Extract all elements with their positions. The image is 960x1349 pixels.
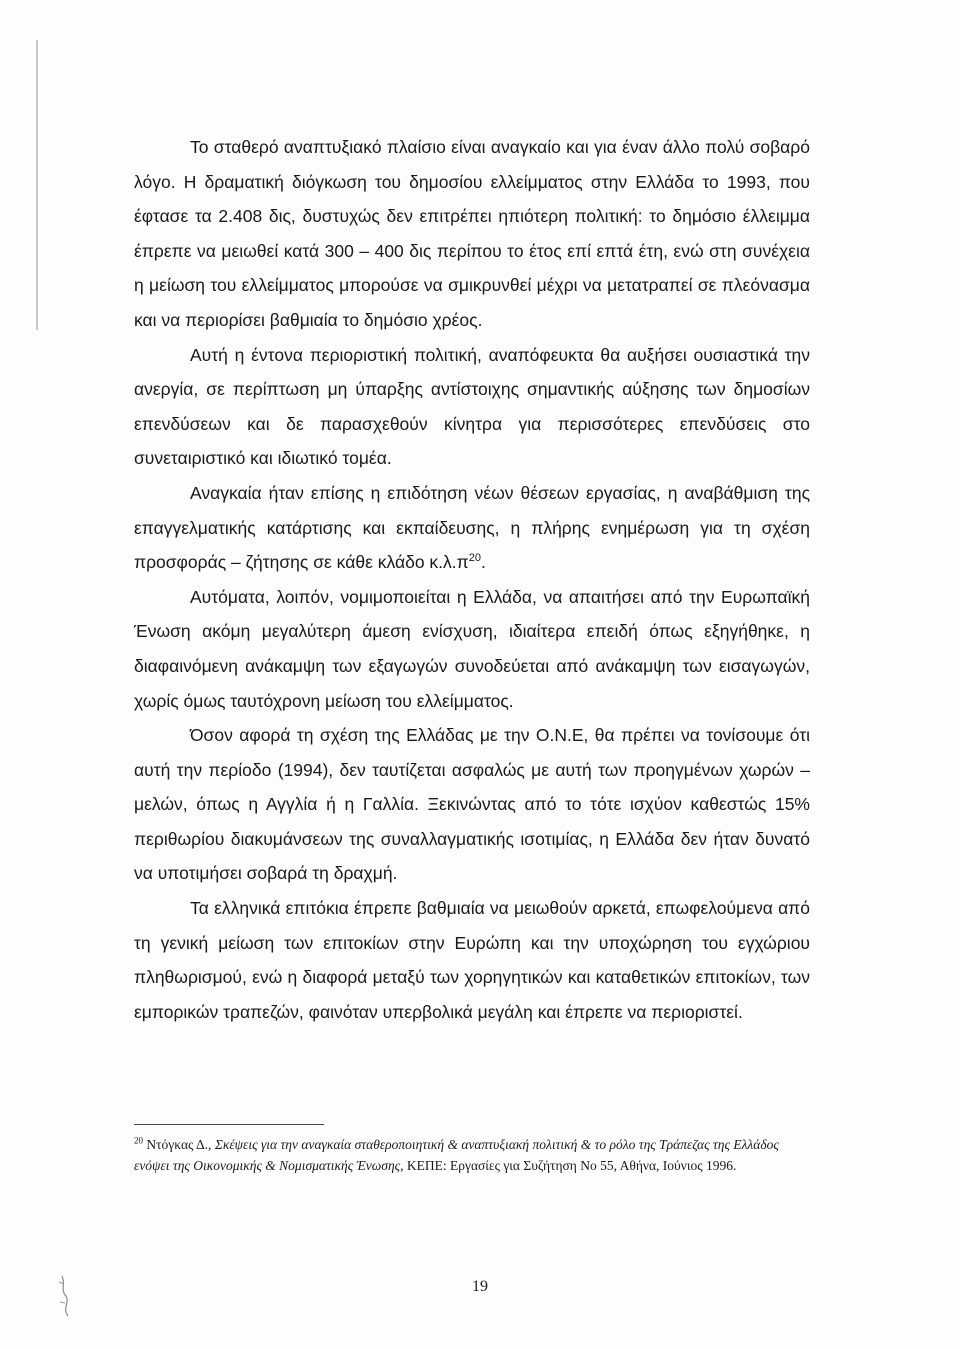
body-text	[134, 130, 810, 1029]
footnote-reference[interactable]: 20	[468, 552, 481, 565]
paragraph-1: Το σταθερό αναπτυξιακό πλαίσιο είναι αναγκαίο και για έναν άλλο πολύ σοβαρό λόγο. Η δραματική διόγκωση του δημοσίου ελλείμματος στην Ελλάδα το 1993, που έφτασε τα 2.408 δις, δυστυχώς δεν επιτρέπει ηπιότερη πολιτική: το δημόσιο έλλειμμα έπρεπε να μειωθεί κατά 300 – 400 δις περίπου το έτος επί επτά έτη, ενώ στη συνέχεια η μείωση του ελλείμματος μπορούσε να σμικρυνθεί μέχρι να μετατραπεί σε πλεόνασμα και να περιορίσει βαθμιαία το δημόσιο χρέος.	[134, 137, 810, 330]
page-number: 19	[472, 1278, 488, 1295]
paragraph-3-text: Αναγκαία ήταν επίσης η επιδότηση νέων θέσεων εργασίας, η αναβάθμιση της επαγγελματικής κατάρτισης και εκπαίδευσης, η πλήρης ενημέρωση για τη σχέση προσφοράς – ζήτησης σε κάθε κλάδο κ.λ.π	[134, 482, 810, 573]
footnote-details: , ΚΕΠΕ: Εργασίες για Συζήτηση Νο 55, Αθήνα, Ιούνιος 1996.	[400, 1158, 737, 1173]
footnote-author: Ντόγκας Δ.,	[143, 1137, 215, 1152]
paragraph-4: Αυτόματα, λοιπόν, νομιμοποιείται η Ελλάδα, να απαιτήσει από την Ευρωπαϊκή Ένωση ακόμη μεγαλύτερη άμεση ενίσχυση, ιδιαίτερα επειδή όπως εξηγήθηκε, η διαφαινόμενη ανάκαμψη των εξαγωγών συνοδεύεται από ανάκαμψη των εισαγωγών, χωρίς όμως ταυτόχρονη μείωση του ελλείμματος.	[134, 586, 810, 711]
footnote-divider	[134, 1124, 324, 1125]
footnote-number: 20	[134, 1135, 143, 1146]
margin-scribble-icon	[56, 1272, 76, 1322]
footnote-title: Σκέψεις για την αναγκαία σταθεροποιητική & αναπτυξιακή πολιτική & το ρόλο της Τράπεζας της Ελλάδος ενόψει της Οικονομικής & Νομισματικής Ένωσης	[134, 1137, 779, 1173]
footnote	[134, 1134, 810, 1176]
footnote-reference-suffix: .	[480, 552, 486, 573]
paragraph-5: Όσον αφορά τη σχέση της Ελλάδας με την Ο.Ν.Ε, θα πρέπει να τονίσουμε ότι αυτή την περίοδο (1994), δεν ταυτίζεται ασφαλώς με αυτή των προηγμένων χωρών – μελών, όπως η Αγγλία ή η Γαλλία. Ξεκινώντας από το τότε ισχύον καθεστώς 15% περιθωρίου διακυμάνσεων της συναλλαγματικής ισοτιμίας, η Ελλάδα δεν ήταν δυνατό να υποτιμήσει σοβαρά τη δραχμή.	[134, 725, 810, 884]
paragraph-2: Αυτή η έντονα περιοριστική πολιτική, αναπόφευκτα θα αυξήσει ουσιαστικά την ανεργία, σε περίπτωση μη ύπαρξης αντίστοιχης σημαντικής αύξησης των δημοσίων επενδύσεων και δε παρασχεθούν κίνητρα για περισσότερες επενδύσεις στο συνεταιριστικό και ιδιωτικό τομέα.	[134, 344, 810, 469]
paragraph-6: Τα ελληνικά επιτόκια έπρεπε βαθμιαία να μειωθούν αρκετά, επωφελούμενα από τη γενική μείωση των επιτοκίων στην Ευρώπη και την υποχώρηση του εγχώριου πληθωρισμού, ενώ η διαφορά μεταξύ των χορηγητικών και καταθετικών επιτοκίων, των εμπορικών τραπεζών, φαινόταν υπερβολικά μεγάλη και έπρεπε να περιοριστεί.	[134, 898, 810, 1022]
scan-edge-line	[36, 40, 38, 330]
paragraph-3	[134, 476, 810, 580]
